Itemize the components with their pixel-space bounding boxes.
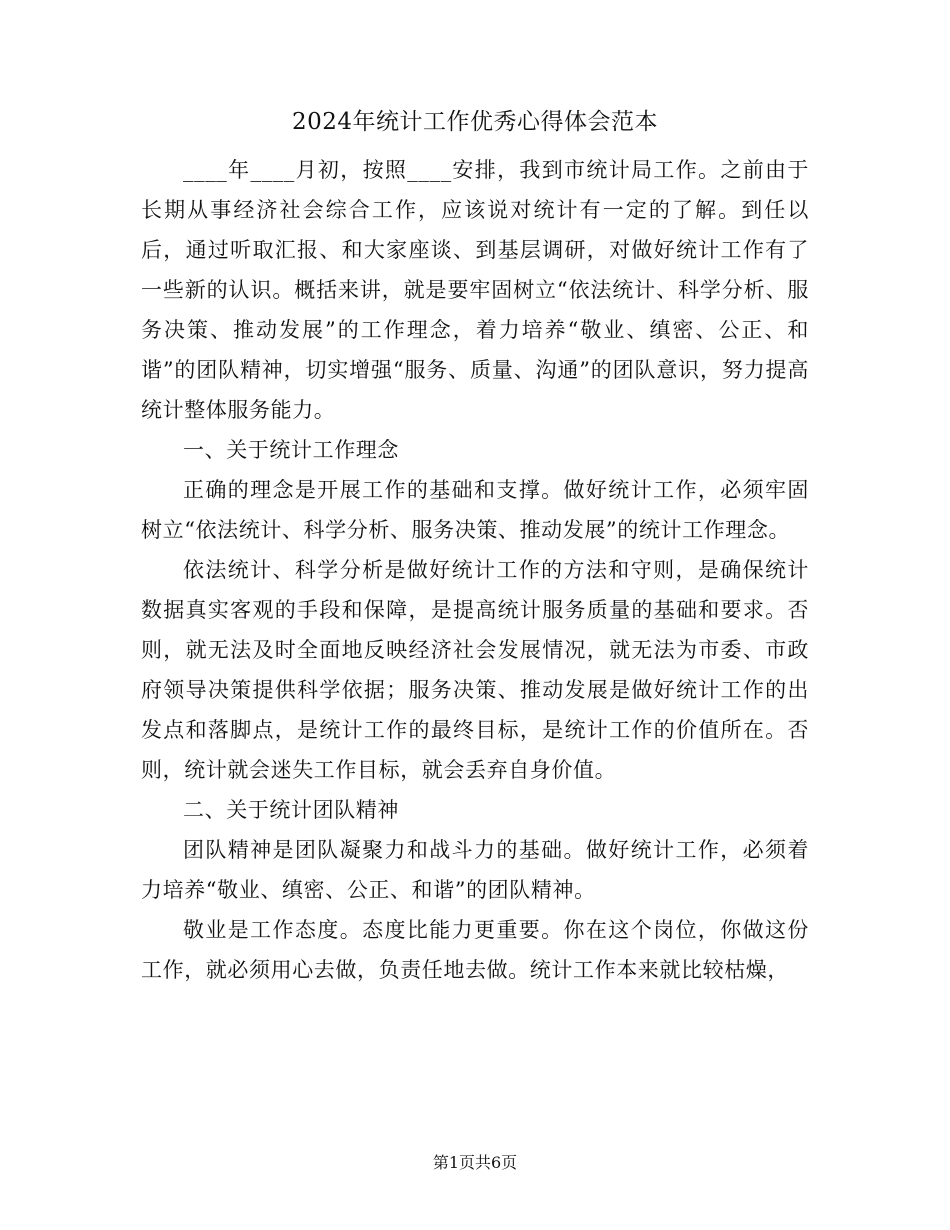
page-number: 第1页共6页 (432, 1153, 518, 1172)
section-heading-1: 一、关于统计工作理念 (183, 438, 399, 462)
paragraph-team-spirit: 团队精神是团队凝聚力和战斗力的基础。做好统计工作，必须着力培养“敬业、缜密、公正、和谐”的团队精神。 (141, 838, 809, 902)
document-title: 2024年统计工作优秀心得体会范本 (291, 109, 659, 135)
paragraph-law-statistics: 依法统计、科学分析是做好统计工作的方法和守则，是确保统计数据真实客观的手段和保障，是提高统计服务质量的基础和要求。否则，就无法及时全面地反映经济社会发展情况，就无法为市委、市政府领导决策提供科学依据；服务决策、推动发展是做好统计工作的出发点和落脚点，是统计工作的最终目标，是统计工作的价值所在。否则，统计就会迷失工作目标，就会丢弃自身价值。 (141, 558, 809, 782)
document-body (141, 150, 809, 990)
paragraph-dedication: 敬业是工作态度。态度比能力更重要。你在这个岗位，你做这份工作，就必须用心去做，负责任地去做。统计工作本来就比较枯燥， (141, 918, 809, 982)
paragraph-intro: ____年____月初，按照____安排，我到市统计局工作。之前由于长期从事经济社会综合工作，应该说对统计有一定的了解。到任以后，通过听取汇报、和大家座谈、到基层调研，对做好统计工作有了一些新的认识。概括来讲，就是要牢固树立“依法统计、科学分析、服务决策、推动发展”的工作理念，着力培养“敬业、缜密、公正、和谐”的团队精神，切实增强“服务、质量、沟通”的团队意识，努力提高统计整体服务能力。 (141, 158, 809, 422)
section-heading-2: 二、关于统计团队精神 (183, 798, 399, 822)
paragraph-concept: 正确的理念是开展工作的基础和支撑。做好统计工作，必须牢固树立“依法统计、科学分析、服务决策、推动发展”的统计工作理念。 (141, 478, 809, 542)
